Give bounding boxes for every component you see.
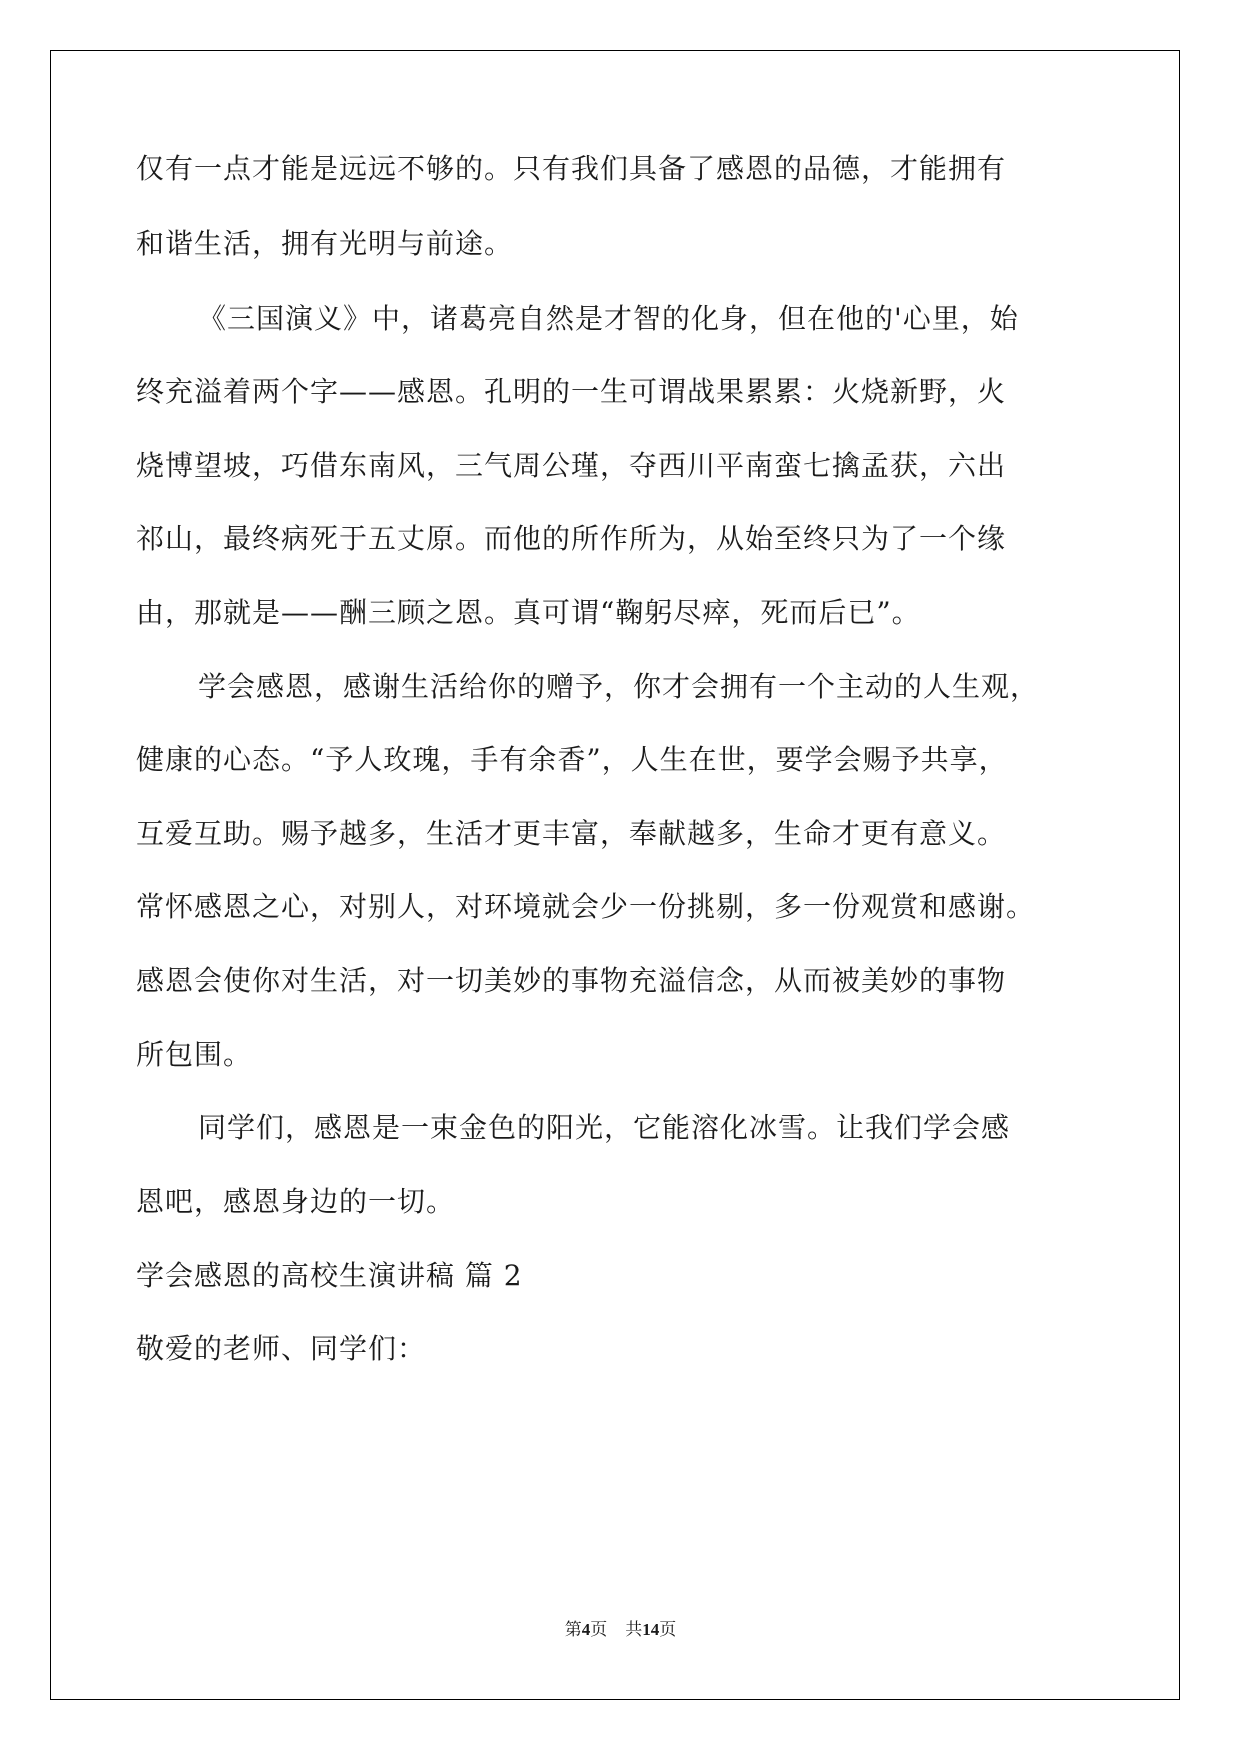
- paragraph-line: 和谐生活，拥有光明与前途。: [136, 227, 514, 260]
- paragraph-line: 常怀感恩之心，对别人，对环境就会少一份挑剔，多一份观赏和感谢。: [136, 890, 1036, 923]
- current-page-number: 4: [581, 1620, 591, 1639]
- paragraph-line: 仅有一点才能是远远不够的。只有我们具备了感恩的品德，才能拥有: [136, 152, 1007, 185]
- footer-page-unit: 页: [590, 1620, 608, 1639]
- footer-total-unit: 页: [659, 1620, 677, 1639]
- paragraph-line: 学会感恩，感谢生活给你的赠予，你才会拥有一个主动的人生观，: [198, 670, 1040, 703]
- paragraph-line: 祁山，最终病死于五丈原。而他的所作所为，从始至终只为了一个缘: [136, 522, 1007, 555]
- page-footer: [0, 1615, 1241, 1640]
- paragraph-line: 健康的心态。“予人玫瑰，手有余香”，人生在世，要学会赐予共享，: [136, 743, 1008, 776]
- paragraph-line: 《三国演义》中，诸葛亮自然是才智的化身，但在他的'心里，始: [198, 302, 1019, 335]
- paragraph-line: 烧博望坡，巧借东南风，三气周公瑾，夺西川平南蛮七擒孟获，六出: [136, 449, 1007, 482]
- paragraph-line: 感恩会使你对生活，对一切美妙的事物充溢信念，从而被美妙的事物: [136, 964, 1007, 997]
- paragraph-line: 由，那就是——酬三顾之恩。真可谓“鞠躬尽瘁，死而后已”。: [136, 596, 921, 629]
- footer-total-prefix: 共: [625, 1620, 643, 1639]
- paragraph-line: 互爱互助。赐予越多，生活才更丰富，奉献越多，生命才更有意义。: [136, 817, 1007, 850]
- paragraph-line: 同学们，感恩是一束金色的阳光，它能溶化冰雪。让我们学会感: [198, 1111, 1011, 1144]
- paragraph-line: 所包围。: [136, 1038, 253, 1071]
- paragraph-line: 终充溢着两个字——感恩。孔明的一生可谓战果累累：火烧新野，火: [136, 375, 1007, 408]
- footer-prefix: 第: [564, 1620, 582, 1639]
- section-heading: 学会感恩的高校生演讲稿 篇 2: [136, 1259, 523, 1292]
- total-pages-number: 14: [642, 1620, 660, 1639]
- paragraph-line: 恩吧，感恩身边的一切。: [136, 1185, 456, 1218]
- page-border: [50, 50, 1180, 1700]
- salutation: 敬爱的老师、同学们：: [136, 1332, 427, 1365]
